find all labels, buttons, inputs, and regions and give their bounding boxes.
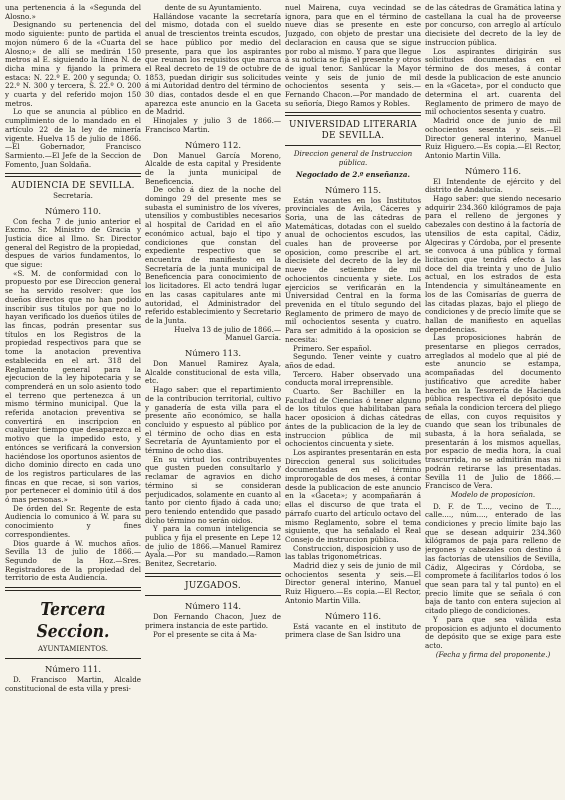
divider: [285, 145, 421, 146]
paragraph: «S. M. de conformidad con lo propuesto por ese Direccion general se ha servido resolver: que los dueños directos que no han podido inscribir sus títulos por que no lo hayan verificado los dueños útiles de las fincas, podrán presentar sus títulos en los Registros de la propiedad respectivos para que se tome la anotacion preventiva establecida en el art. 318 del Reglamento general para la ejecucion de la ley hipotecaria y se comprenderá en un solo asiento todo el terreno que pertenezca á un mismo término municipal. Que la referida anotacion preventiva se convertirá en inscripcion en cualquier tiempo que desaparezca el motivo que la impedido esto, y entónces se verificará la conversion haciéndose los oportunos asientos de dicho dominio directo en cada uno de los registros particulares de las fincas en que recae, si son varios, por pertenecer el dominio útil á dos ó mas personas.»: [5, 268, 141, 505]
paragraph: Madrid diez y seis de junio de mil ochocientos sesenta y seis.—El Director general interino, Manuel Ruiz Higuero.—Es copia.—El Rector, Antonio Martin Villa.: [285, 561, 421, 605]
paragraph: Construccion, disposicion y uso de las tablas trigonométricas.: [285, 543, 421, 562]
paragraph: Primero. Ser español.: [293, 343, 372, 353]
notice-number: Número 114.: [185, 601, 241, 612]
divider: [145, 595, 281, 596]
section-subheader: Direccion general de Instruccion pública.: [293, 149, 413, 168]
paragraph: Los aspirantes presentarán en esta Direccion general sus solicitudes documentadas en el término improrogable de dos meses, á contar desde la publicacion de este anuncio en la «Gaceta»; y acompañarán á ellas el discurso de que trata el párrafo cuarto del artículo octavo del mismo Reglamento, sobre el tema siguiente, que ha señalado el Real Consejo de instruccion pública.: [285, 447, 421, 544]
section-header: AUDIENCIA DE SEVILLA.: [11, 181, 135, 192]
paragraph: Lo que se anuncia al público en cumplimiento de lo mandado en el artículo 22 de la ley de minería vigente. Huelva 15 de julio de 1866.—El Gobernador, Francisco Sarmiento.—El Jefe de la Seccion de Fomento, Juan Soldaña.: [5, 107, 141, 169]
paragraph: Don Manuel García Moreno, Alcalde de esta capital y Presidente de la junta municipal de Beneficencia.: [145, 150, 281, 186]
notice-number: Número 116.: [325, 610, 381, 621]
notice-number: Número 116.: [465, 165, 521, 176]
paragraph: nuel Mairena, cuya vecindad se ignora, para que en el término de nueve dias se presente en este Juzgado, con objeto de prestar una declaracion en causa que se sigue por robo al mismo. Y para que llegue á su noticia se fija el presente y otros de igual tenor. Sanlúcar la Mayor veinte y seis de junio de mil ochocientos sesenta y seis.—Fernando Chacon.—Por mandado de su señoría, Diego Ramos y Robles.: [285, 4, 421, 108]
section-subheader: Secretaría.: [53, 190, 93, 200]
paragraph: D. F. de T...., vecino de T...., calle...., núm...., enterado de las condiciones y precio límite bajo las que se desean adquirir 234.360 kilógramos de paja para relleno de jergones y cabezales con destino á las factorías de utensilios de Sevilla, Cádiz, Algeciras y Córdoba, se compromete á facilitarlos todos ó los que sean para tal y tal punto) en el precio límite que se señala ó con baja de tanto con entera sujecion al citado pliego de condiciones.: [425, 501, 561, 616]
paragraph: En su virtud los contribuyentes que gusten pueden consultarlo y reclamar de agravios en dicho término si se consideran perjudicados, solamente en cuanto al tanto por ciento fijado á cada uno; pero teniendo entendido que pasado dicho término no serán oidos.: [145, 454, 281, 525]
paragraph: de las cátedras de Gramática latina y castellana la cual ha de proveerse por concurso, con arreglo al artículo diecisiete del decreto de la ley de instruccion pública.: [425, 4, 561, 47]
section-divider: [5, 173, 141, 177]
paragraph: Por el presente se cita á Ma-: [153, 629, 257, 639]
paragraph: Y para que sea válida esta proposicion es adjunto el documento de depósito que se exige para este acto.: [425, 614, 561, 650]
section-subheader: Negociado de 2.º enseñanza.: [295, 169, 410, 179]
paragraph: Don Fernando Chacon, Juez de primera instancia de este partido.: [145, 612, 281, 631]
section-header: JUZGADOS.: [185, 580, 241, 591]
paragraph: Y para la comun inteligencia se publica y fija el presente en Lepe 12 de julio de 1866.—Manuel Ramirez Ayala.—Por su mandado.—Ramon Benitez, Secretario.: [145, 524, 281, 569]
notice-number: Número 110.: [45, 205, 101, 216]
column-3: [285, 4, 421, 796]
column-4: [425, 4, 561, 796]
paragraph: Dios guarde á W. muchos años. Sevilla 13 de julio de 1866.—Segundo de la Hoz.—Sres. Registradores de la propiedad del territorio de esta Audiencia.: [5, 538, 141, 583]
paragraph: Con fecha 7 de junio anterior el Excmo. Sr. Ministro de Gracia y Justicia dice al Ilmo. Sr. Director general del Registro de la propiedad, despues de varios fundamentos, lo que sigue:: [5, 216, 141, 270]
section-subheader: AYUNTAMIENTOS.: [37, 644, 109, 654]
paragraph: Don Manuel Ramirez Ayala, Alcalde constitucional de esta villa, etc.: [145, 359, 281, 386]
paragraph: Hinojales y julio 3 de 1866.—Francisco Martin.: [145, 116, 281, 134]
notice-number: Número 113.: [185, 348, 241, 359]
section-header: UNIVERSIDAD LITERARIA DE SEVILLA.: [288, 120, 418, 141]
paragraph: Madrid once de junio de mil ochocientos sesenta y seis.—El Director general interino, Manuel Ruiz Higuero.—Es copia.—El Rector, Antonio Martin Villa.: [425, 116, 561, 160]
paragraph: Cuarto. Ser Bachiller en la Facultad de Ciencias ó tener alguno de los títulos que habilitaban para hacer oposicion á dichas cátedras ántes de la publicacion de la ley de instruccion pública de mil ochocientos cincuenta y siete.: [285, 387, 421, 449]
paragraph: El Intendente de ejército y del distrito de Andalucía.: [425, 176, 561, 195]
paragraph: Hago saber: que el repartimiento de la contribucion territorial, cultivo y ganadería de esta villa para el presente año económico, se halla concluido y espuesto al público por el término de ocho dias en esta Secretaría de Ayuntamiento por el término de ocho dias.: [145, 385, 281, 456]
paragraph: Designando su pertenencia del modo siguiente: punto de partida el mojon número 6 de la «Cuarta del Alosno;» de allí se medirán 150 metros al E. siguiendo la línea N. de dicha mina y fijando la primera estaca: N. 22.º E. 200 y segunda; O. 22.º N. 300 y tercera, S. 22.º O. 200 y cuarta y del referido mojon 150 metros.: [5, 20, 141, 108]
paragraph: De ocho á diez de la noche del domingo 29 del presente mes se subasta el suministro de los víveres, utensilios y combustibles necesarios al hospital de Caridad en el año económico actual, bajo el tipo y condiciones que constan del expediente respectivo que se encuentra de manifiesto en la Secretaría de la junta municipal de Beneficencia para conocimiento de los licitadores. El acto tendrá lugar en las casas capitulares ante mi autoridad, el Administrador del referido establecimiento y Secretario de la Junta.: [145, 185, 281, 325]
paragraph: D. Francisco Martin, Alcalde constitucional de esta villa y presi-: [5, 674, 141, 693]
paragraph: Los aspirantes dirigirán sus solicitudes documentadas en el término de dos meses, á contar desde la publicacion de este anuncio en la «Gaceta», por el conducto que determina el art. cuarenta del Reglamento de primero de mayo de mil ochocientos sesenta y cuatro.: [425, 46, 561, 117]
column-2: [145, 4, 281, 796]
paragraph: Hallándose vacante la secretaría del mismo, dotada con el sueldo anual de trescientos treinta escudos, se hace público por medio del presente, para que los aspirantes que reunan los requisitos que marca el Real decreto de 19 de octubre de 1853, puedan dirigir sus solicitudes á mi Autoridad dentro del término de 30 dias, contados desde el en que aparezca este anuncio en la Gaceta de Madrid.: [145, 11, 281, 117]
section-title: Tercera Seccion.: [36, 599, 110, 643]
paragraph: Las proposiciones habrán de presentarse en pliegos cerrados, arreglados al modelo que al pié de este anuncio se estampa, acompañadas del documento justificativo que acredite haber hecho en la Tesorería de Hacienda pública respectiva el depósito que señala la condicion tercera del pliego de ellas, con cuyos requisitos y cuando que sean los tribunales de subasta, á la hora señalada, se presentarán á los mismos aquellas, por espacio de media hora, la cual trascurrida, no se admitirán mas ni podrán retirarse las presentadas. Sevilla 11 de Julio de 1866.—Francisco de Vera.: [425, 333, 561, 491]
section-divider: [145, 573, 281, 577]
paragraph: Está vacante en el instituto de primera clase de San Isidro una: [285, 621, 421, 640]
paragraph: Están vacantes en los Institutos provinciales de Avila, Cáceres y Soria, una de las cátedras de Matemáticas, dotadas con el sueldo anual de ochocientos escudos, las cuales han de proveerse por oposicion, como prescribe el art. diecisiete del decreto de la ley de nueve de setiembre de mil ochocientos cincuenta y siete. Los ejercicios se verificarán en la Universidad Central en la forma prevenida en el título segundo del Reglamento de primero de mayo de mil ochocientos sesenta y cuatro. Para ser admitido á la oposicion se necesita:: [285, 195, 421, 344]
paragraph: Hago saber: que siendo necesario adquirir 234.360 kilógramos de paja para el relleno de jergones y cabezales con destino á la factoría de utensilios de esta capital, Cádiz, Algeciras y Córdoba, por el presente se convoca á una pública y formal licitacion que tendrá efecto á las doce del dia treinta y uno de Julio actual, en los estrados de esta Intendencia y simultáneamente en los de las Comisarías de guerra de las citadas plazas, bajo el pliego de condiciones y de precio límite que se hallan de manifiesto en aquellas dependencias.: [425, 194, 561, 334]
divider: [5, 658, 141, 659]
paragraph: Tercero. Haber observado una conducta moral irreprensible.: [285, 369, 421, 388]
section-divider: [285, 112, 421, 116]
paragraph: (Fecha y firma del proponente.): [435, 649, 551, 659]
paragraph: una pertenencia á la «Segunda del Alosno.»: [5, 4, 141, 21]
paragraph: Huelva 13 de julio de 1866.—Manuel García.: [174, 324, 281, 343]
paragraph: Segundo. Tener veinte y cuatro años de edad.: [285, 352, 421, 370]
column-1: [5, 4, 141, 796]
section-subheader: Modelo de proposicion.: [450, 489, 536, 499]
notice-number: Número 111.: [45, 663, 101, 674]
paragraph: De órden del Sr. Regente de esta Audiencia lo comunico á W. para su conocimiento y fines correspondientes.: [5, 503, 141, 539]
paragraph: dente de su Ayuntamiento.: [164, 4, 262, 12]
notice-number: Número 115.: [325, 184, 381, 195]
section-divider: [5, 587, 141, 591]
notice-number: Número 112.: [185, 139, 241, 150]
newspaper-page: [5, 4, 561, 796]
